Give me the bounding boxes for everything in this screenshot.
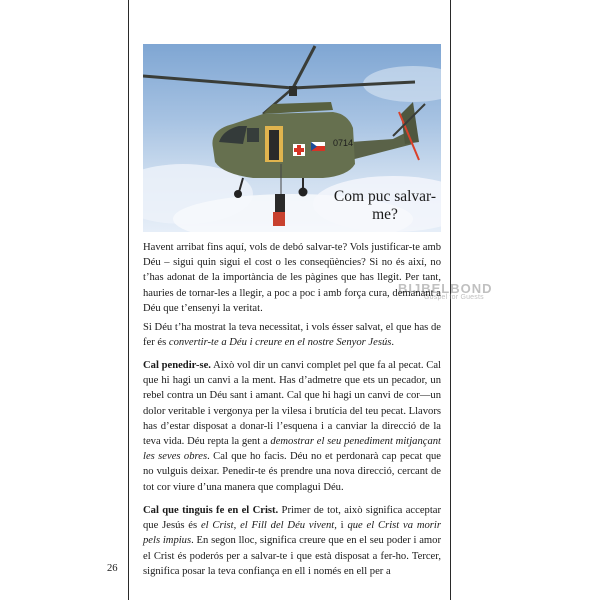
paragraph-faith-emph2: que el Crist va morir pels impius <box>143 520 441 547</box>
paragraph-convert <box>143 320 441 350</box>
paragraph-faith-heading: Cal que tinguis fe en el Crist. <box>143 505 279 516</box>
paragraph-repent <box>143 358 441 495</box>
paragraph-repent-a: Això vol dir un canvi complet pel que fa al pecat. Cal que hi hagi un canvi a la ment. Has d’admetre que ets un pecador, un rebel contra un Déu sant i amant. Cal que hi hagi un canvi de cor—un dolor veritable i vergonya per la vilesa i brutícia del teu pecat. Llavors has d’estar disposat a donar-li l’esquena i a canviar la direcció de la teva vida. Déu repta la gent a <box>143 360 442 448</box>
paragraph-faith-c: , i <box>334 520 348 532</box>
paragraph-convert-a: Si Déu t’ha mostrat la teva necessitat, i vols ésser salvat, el que has de fer és <box>143 322 441 349</box>
paragraph-convert-emph: convertir-te a Déu i creure en el nostre Senyor Jesús <box>168 337 392 349</box>
paragraph-repent-c: . Cal que ho facis. Déu no et perdonarà cap pecat que no vulguis deixar. Penedir-te és prendre una nova direcció, cercant de tot cor viure d’una manera que complagui Déu. <box>143 451 441 493</box>
paragraph-faith <box>143 503 441 579</box>
paragraph-repent-heading: Cal penedir-se. <box>143 360 211 371</box>
watermark-main: BIJBELBOND <box>398 281 493 296</box>
helicopter-number: 0714 <box>333 138 354 148</box>
paragraph-faith-emph1: el Crist, el Fill del Déu vivent <box>200 520 335 532</box>
page-heading: Com puc salvar-me? <box>333 188 437 223</box>
paragraph-convert-c: . <box>391 337 395 349</box>
paragraph-repent-emph: demostrar el seu penediment mitjançant les seves obres <box>143 436 441 463</box>
page-number: 26 <box>107 563 118 574</box>
left-margin-line <box>128 0 129 600</box>
paragraph-intro: Havent arribat fins aquí, vols de debó salvar-te? Vols justificar-te amb Déu – sigui quin sigui el cost o les conseqüències? Si no és així, no t’has adonat de la importància de les pàgines que has llegit. Per tant, hauries de tornar-les a llegir, a poc a poc i amb força cura, demanant a Déu que t’ensenyi la veritat. <box>143 242 441 314</box>
watermark-sub: Gospel for Guests <box>424 294 484 301</box>
paragraph-faith-e: . En segon lloc, significa creure que en el seu poder i amor el Crist és poderós per a salvar-te i que està disposat a fer-ho. Tercer, significa posar la teva confiança en ell i només en ell per a <box>143 535 442 577</box>
paragraph-faith-a: Primer de tot, això significa acceptar que Jesús és <box>143 505 441 532</box>
